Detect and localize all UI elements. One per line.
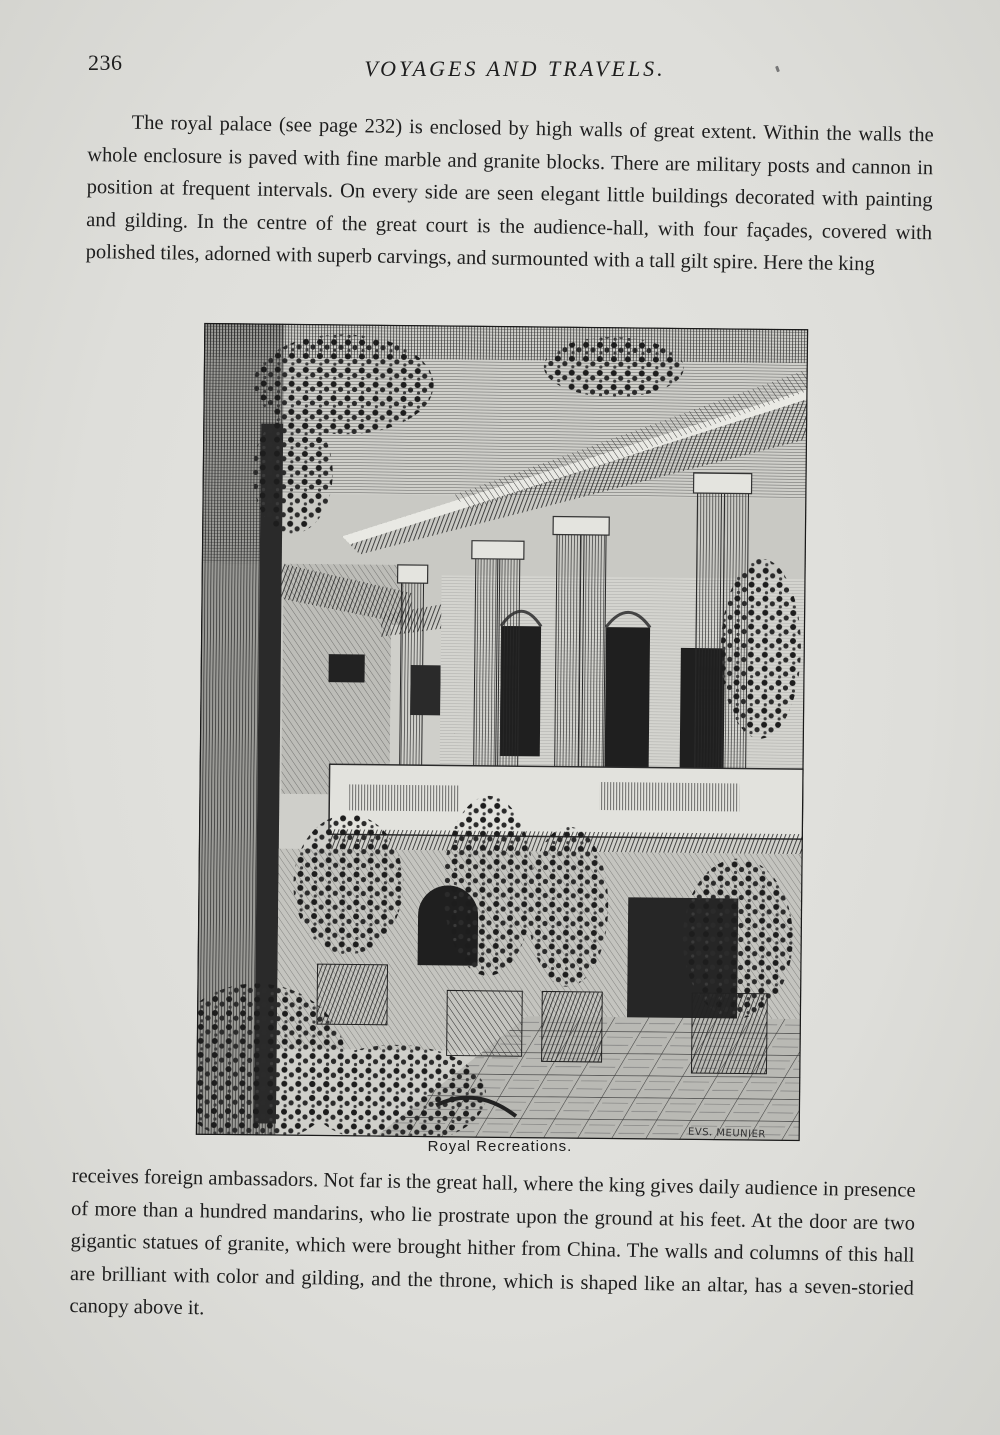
running-head: VOYAGES AND TRAVELS. — [364, 56, 666, 81]
body-text-bottom — [69, 1160, 916, 1337]
illustration-caption: Royal Recreations. — [427, 1138, 573, 1155]
palace-courtyard-engraving — [196, 323, 808, 1141]
paragraph-indent — [88, 128, 132, 129]
paragraph-bottom: receives foreign ambassadors. Not far is the great hall, where the king gives daily audience in presence of more than a hundred mandarins, who lie prostrate upon the ground at his feet. At the door are two gigantic statues of granite, which were brought hither from China. The walls and columns of this hall are brilliant with color and gilding, and the throne, which is shaped like an altar, has a seven-storied canopy above it. — [69, 1164, 916, 1320]
engraving-illustration — [196, 323, 808, 1141]
body-text-top — [85, 106, 933, 282]
page-number: 236 — [88, 50, 123, 75]
paragraph-top: The royal palace (see page 232) is enclosed by high walls of great extent. Within the walls the whole enclosure is paved with fine marble and granite blocks. There are military posts and cannon in position at frequent intervals. On every side are seen elegant little buildings decorated with painting and gilding. In the centre of the great court is the audience-hall, with four façades, covered with polished tiles, adorned with superb carvings, and surmounted with a tall gilt spire. Here the king — [85, 111, 934, 276]
engraver-signature: EVS. MEUNIER — [687, 1126, 766, 1141]
